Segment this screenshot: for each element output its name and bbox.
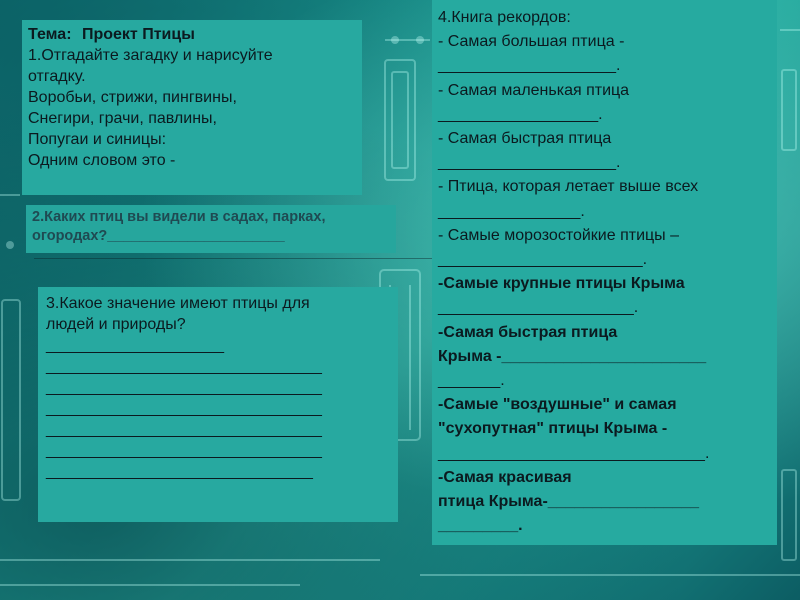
task1-line: отгадку. [28, 68, 86, 85]
records-textbox [432, 0, 777, 545]
answer-blank: ____________________ [46, 337, 224, 354]
records-line: 4.Книга рекордов: [438, 9, 571, 26]
records-line: - Птица, которая летает выше всех [438, 178, 699, 196]
records-line: -Самые "воздушные" и самая [438, 396, 677, 414]
task1-line: 1.Отгадайте загадку и нарисуйте [28, 47, 273, 64]
records-line: - Самая маленькая птица [438, 81, 630, 99]
records-line: -Самая красивая [438, 468, 572, 486]
task1-line: Попугаи и синицы: [28, 131, 167, 148]
answer-blank: _______________________________ [46, 421, 322, 438]
topic-label: Тема: [28, 26, 72, 43]
records-line: ____________________. [438, 154, 621, 172]
records-line: ______________________. [438, 299, 639, 317]
riddle-textbox [22, 20, 362, 195]
records-line: - Самая быстрая птица [438, 130, 612, 148]
records-list [432, 0, 777, 544]
records-line: птица Крыма-_________________ [438, 493, 700, 511]
records-line: ________________. [438, 202, 585, 220]
question3-textbox [38, 287, 398, 522]
answer-blank: _______________________________ [46, 400, 322, 417]
question2-textbox [26, 205, 396, 253]
records-line: "сухопутная" птицы Крыма - [438, 420, 668, 438]
answer-blank: _______________________________ [46, 379, 322, 396]
records-line: Крыма -_______________________ [438, 347, 707, 365]
records-line: - Самые морозостойкие птицы – [438, 226, 680, 244]
question3-line: людей и природы? [46, 316, 186, 333]
question3-line: 3.Какое значение имеют птицы для [46, 295, 310, 312]
answer-blank: _______________________________ [46, 358, 322, 375]
answer-blank: _______________________________ [46, 442, 322, 459]
task1-line: Воробьи, стрижи, пингвины, [28, 89, 237, 106]
records-line: __________________. [438, 105, 603, 123]
records-line: _______________________. [438, 251, 648, 269]
answer-blank: ______________________________ [46, 463, 313, 480]
question2-line: 2.Каких птиц вы видели в садах, парках, [32, 209, 326, 225]
records-line: ______________________________. [438, 444, 710, 462]
topic-title: Проект Птицы [81, 26, 195, 43]
task1-line: Снегири, грачи, павлины, [28, 110, 217, 127]
records-line: -Самая быстрая птица [438, 323, 618, 341]
records-line: _________. [438, 517, 523, 535]
records-line: -Самые крупные птицы Крыма [438, 275, 685, 293]
question2-line: огородах?______________________ [32, 228, 285, 244]
task1-line: Одним словом это - [28, 152, 176, 169]
topic-heading [28, 24, 356, 45]
records-line: ____________________. [438, 57, 621, 75]
records-line: - Самая большая птица - [438, 33, 625, 51]
records-line: _______. [438, 372, 505, 390]
